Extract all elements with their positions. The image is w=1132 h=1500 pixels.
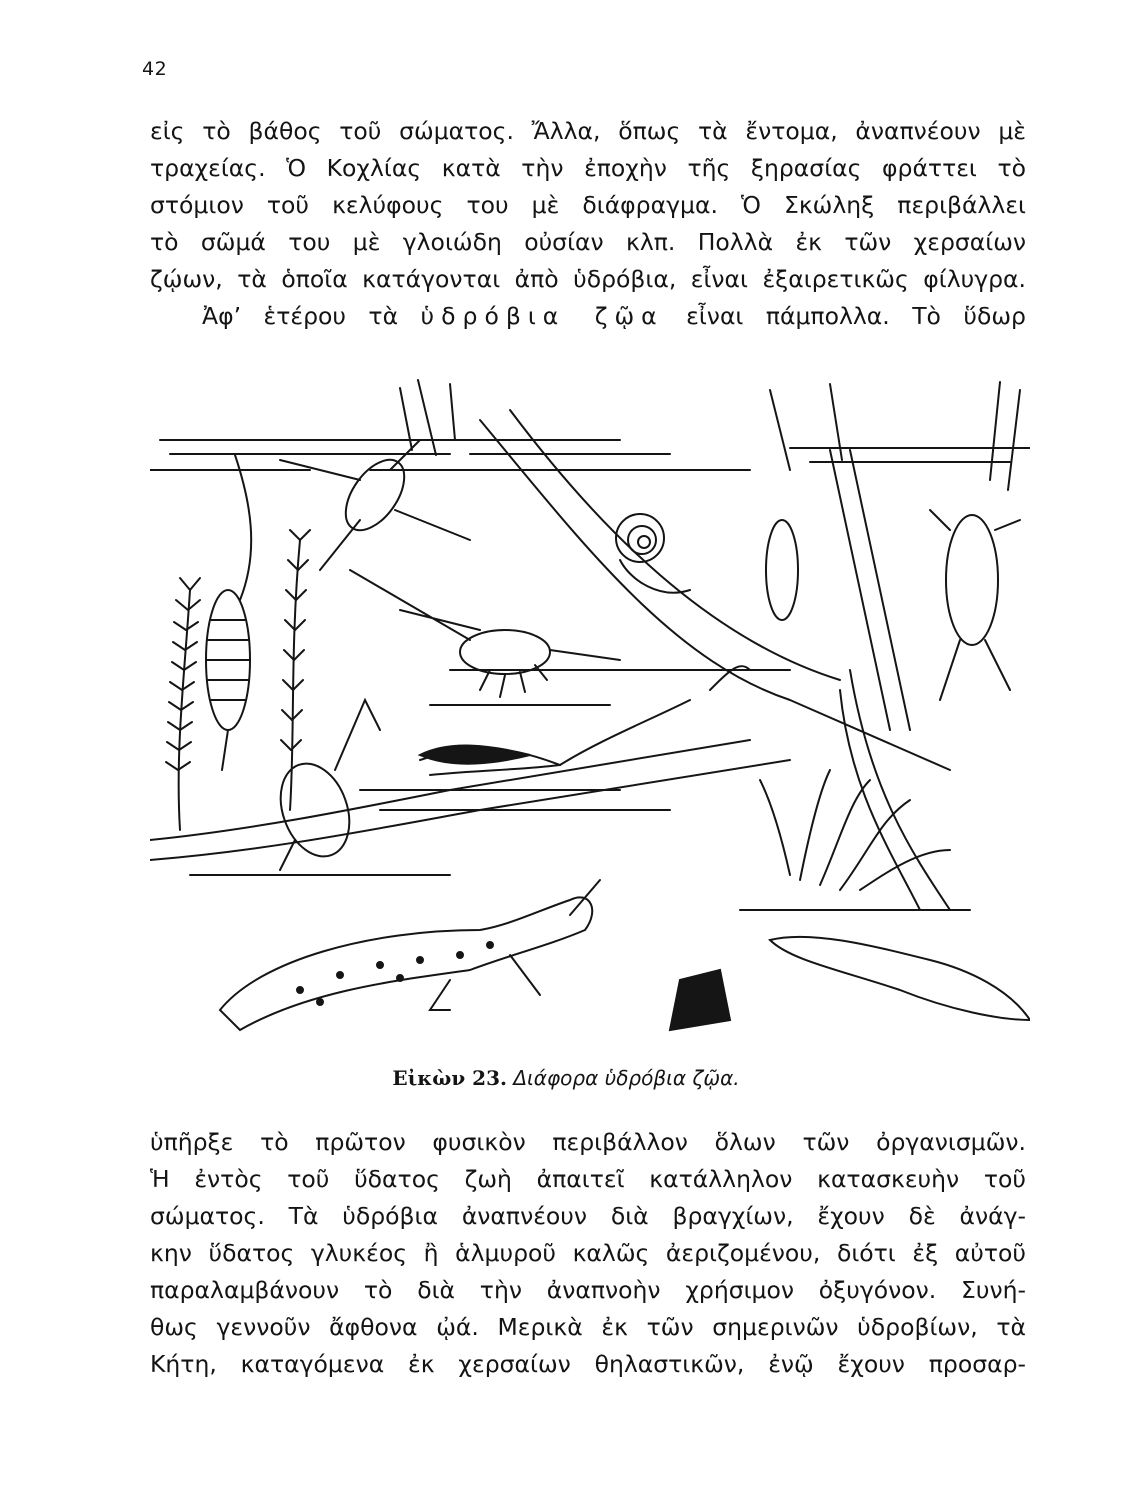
text-line: ζῴων, τὰ ὁποῖα κατάγονται ἀπὸ ὑδρόβια, εἶναι ἐξαιρετικῶς φίλυγρα. — [150, 265, 1026, 293]
water-snail — [616, 514, 690, 593]
figure-label: Εἰκὼν 23. — [392, 1066, 507, 1090]
figure-illustration — [150, 370, 1030, 1060]
indented-text-line — [150, 298, 1026, 335]
text-line: Κήτη, καταγόμενα ἐκ χερσαίων θηλαστικῶν, ἐνῷ ἔχουν προσαρ- — [150, 1350, 1026, 1378]
fish-fin — [420, 746, 530, 764]
text-line: ὑπῆρξε τὸ πρῶτον φυσικὸν περιβάλλον ὅλων τῶν ὀργανισμῶν. — [150, 1128, 1026, 1156]
text-line: εἰς τὸ βάθος τοῦ σώματος. Ἄλλα, ὅπως τὰ ἔντομα, ἀναπνέουν μὲ — [150, 117, 1026, 145]
grass-tuft — [760, 770, 950, 890]
text-line: Ἡ ἐντὸς τοῦ ὕδατος ζωὴ ἀπαιτεῖ κατάλληλον κατασκευὴν τοῦ — [150, 1165, 1026, 1193]
text-line: θως γεννοῦν ἄφθονα ᾠά. Μερικὰ ἐκ τῶν σημερινῶν ὑδροβίων, τὰ — [150, 1313, 1026, 1341]
page-number: 42 — [142, 58, 168, 80]
text-line: κην ὕδατος γλυκέος ἢ ἁλμυροῦ καλῶς ἀεριζομένου, διότι ἐξ αὐτοῦ — [150, 1239, 1026, 1267]
figure-caption — [0, 1066, 1132, 1090]
submerged-branch — [150, 410, 950, 910]
stone — [670, 970, 730, 1030]
figure-description: Διάφορα ὑδρόβια ζῷα. — [513, 1066, 740, 1090]
leech — [770, 937, 1030, 1020]
dragonfly-larva — [206, 455, 251, 770]
water-bug — [280, 440, 470, 570]
text-line: σώματος. Τὰ ὑδρόβια ἀναπνέουν διὰ βραγχίων, ἔχουν δὲ ἀνάγ- — [150, 1202, 1026, 1230]
top-paragraph — [150, 113, 1026, 335]
water-louse — [350, 570, 620, 697]
text-line: τὸ σῶμά του μὲ γλοιώδη οὐσίαν κλπ. Πολλὰ ἐκ τῶν χερσαίων — [150, 228, 1026, 256]
newt — [220, 880, 600, 1030]
water-scorpion — [766, 510, 1020, 700]
text-line: παραλαμβάνουν τὸ διὰ τὴν ἀναπνοὴν χρήσιμον ὀξυγόνον. Συνή- — [150, 1276, 1026, 1304]
text-line: τραχείας. Ὁ Κοχλίας κατὰ τὴν ἐποχὴν τῆς ξηρασίας φράττει τὸ — [150, 154, 1026, 182]
indent-line-start: Ἀφ’ ἑτέρου τὰ — [202, 302, 399, 330]
text-line: στόμιον τοῦ κελύφους του μὲ διάφραγμα. Ὁ Σκώληξ περιβάλλει — [150, 191, 1026, 219]
spaced-term: ὑδρόβια ζῷα — [420, 302, 664, 330]
aquatic-animals-drawing — [150, 370, 1030, 1060]
indent-line-end: εἶναι πάμπολλα. Τὸ ὕδωρ — [686, 302, 1026, 330]
bottom-paragraph — [150, 1124, 1026, 1383]
